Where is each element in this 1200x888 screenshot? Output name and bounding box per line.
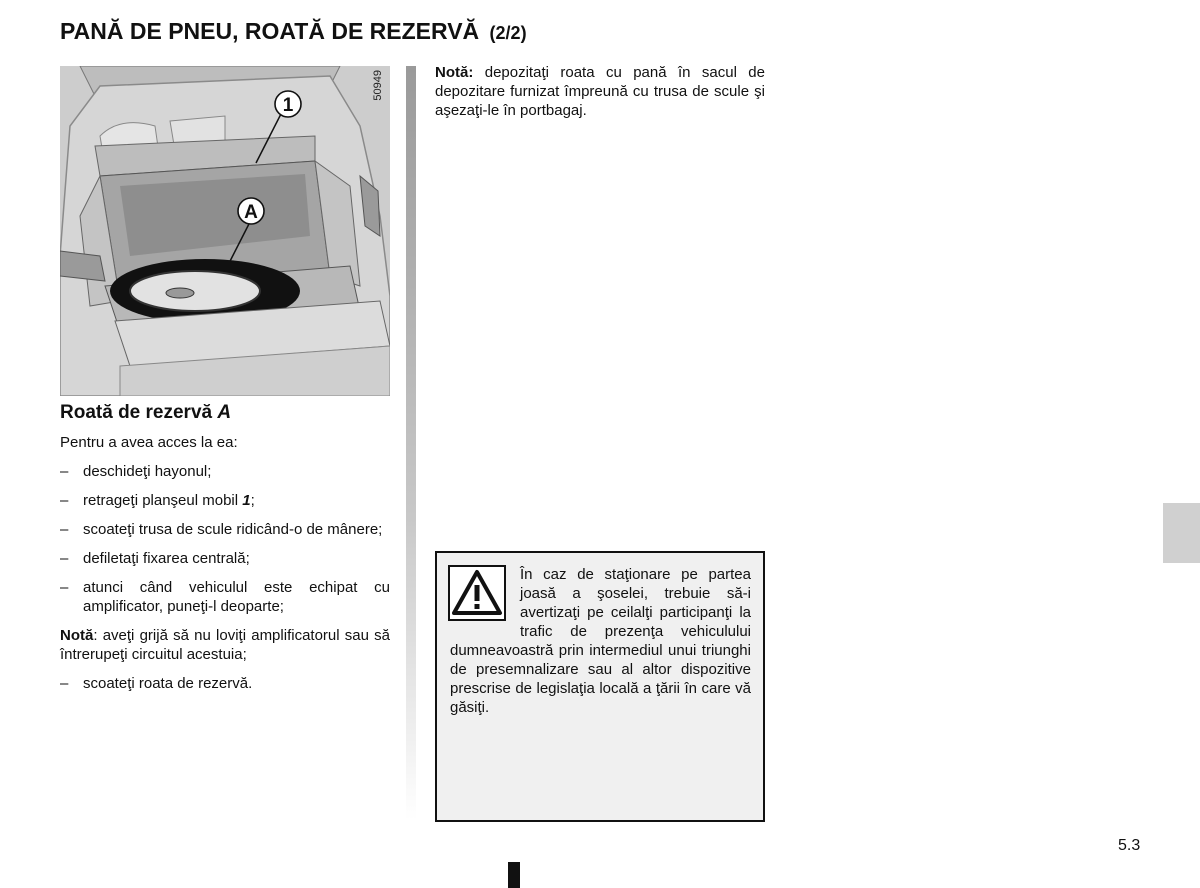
intro-text: Pentru a avea acces la ea:: [60, 434, 238, 451]
list-dash: –: [60, 579, 69, 596]
crop-mark: [508, 862, 520, 888]
list-dash: –: [60, 463, 69, 480]
page-number: 5.3: [1118, 837, 1141, 854]
warning-text: În caz de staţionare pe partea joasă a şoselei, trebuie să-i avertizaţi pe ceilalţi participanţi la trafic de prezenţa vehiculului dumneavoastră prin intermediul unui triunghi de presemnalizare sau al altor dispozitive prescrise de legislaţia locală a ţării în care vă găsiţi.: [450, 566, 751, 716]
storage-note-label: Notă:: [435, 64, 474, 81]
section-heading: [60, 402, 231, 424]
list-item: [60, 491, 390, 510]
list-item: [60, 520, 390, 539]
list-dash: –: [60, 675, 69, 692]
step-text: atunci când vehiculul este echipat cu amplificator, puneţi-l deoparte;: [83, 579, 390, 615]
step-text: scoateţi roata de rezervă.: [83, 675, 253, 692]
step-list: [60, 462, 390, 616]
list-item: [60, 578, 390, 616]
amplifier-note: [60, 626, 390, 664]
step-text: retrageţi planşeul mobil: [83, 492, 239, 509]
section-heading-ref: A: [217, 402, 232, 423]
callout-a: A: [244, 202, 258, 223]
callout-1: 1: [282, 95, 294, 116]
note-text: : aveţi grijă să nu loviţi amplificatorul sau să întrerupeţi circuitul acestuia;: [60, 627, 390, 663]
section-heading-text: Roată de rezervă: [60, 402, 213, 423]
list-item: [60, 462, 390, 481]
page-title: [60, 18, 527, 45]
chapter-tab: [1163, 503, 1200, 563]
instructions-column: [60, 433, 390, 703]
step-list-end: [60, 674, 390, 693]
storage-note-text: depozitaţi roata cu pană în sacul de depozitare furnizat împreună cu trusa de scule şi aşezaţi-le în portbagaj.: [435, 64, 765, 119]
storage-note: [435, 63, 765, 120]
page-title-suffix: (2/2): [489, 23, 527, 43]
step-text: scoateţi trusa de scule ridicând-o de mânere;: [83, 521, 383, 538]
step-ref: 1: [242, 492, 251, 509]
note-label: Notă: [60, 627, 94, 644]
list-dash: –: [60, 550, 69, 567]
step-text: defiletaţi fixarea centrală;: [83, 550, 250, 567]
list-dash: –: [60, 521, 69, 538]
step-end: ;: [250, 492, 255, 509]
column-divider: [406, 66, 416, 820]
trunk-drawing: [60, 66, 390, 396]
warning-text-block: [450, 565, 751, 717]
warning-box: [435, 551, 765, 822]
list-item: [60, 549, 390, 568]
list-dash: –: [60, 492, 69, 509]
step-text: deschideţi hayonul;: [83, 463, 212, 480]
page-title-text: PANĂ DE PNEU, ROATĂ DE REZERVĂ: [60, 18, 480, 44]
figure-code: 50949: [372, 70, 384, 101]
trunk-illustration: [60, 66, 390, 396]
list-item: [60, 674, 390, 693]
